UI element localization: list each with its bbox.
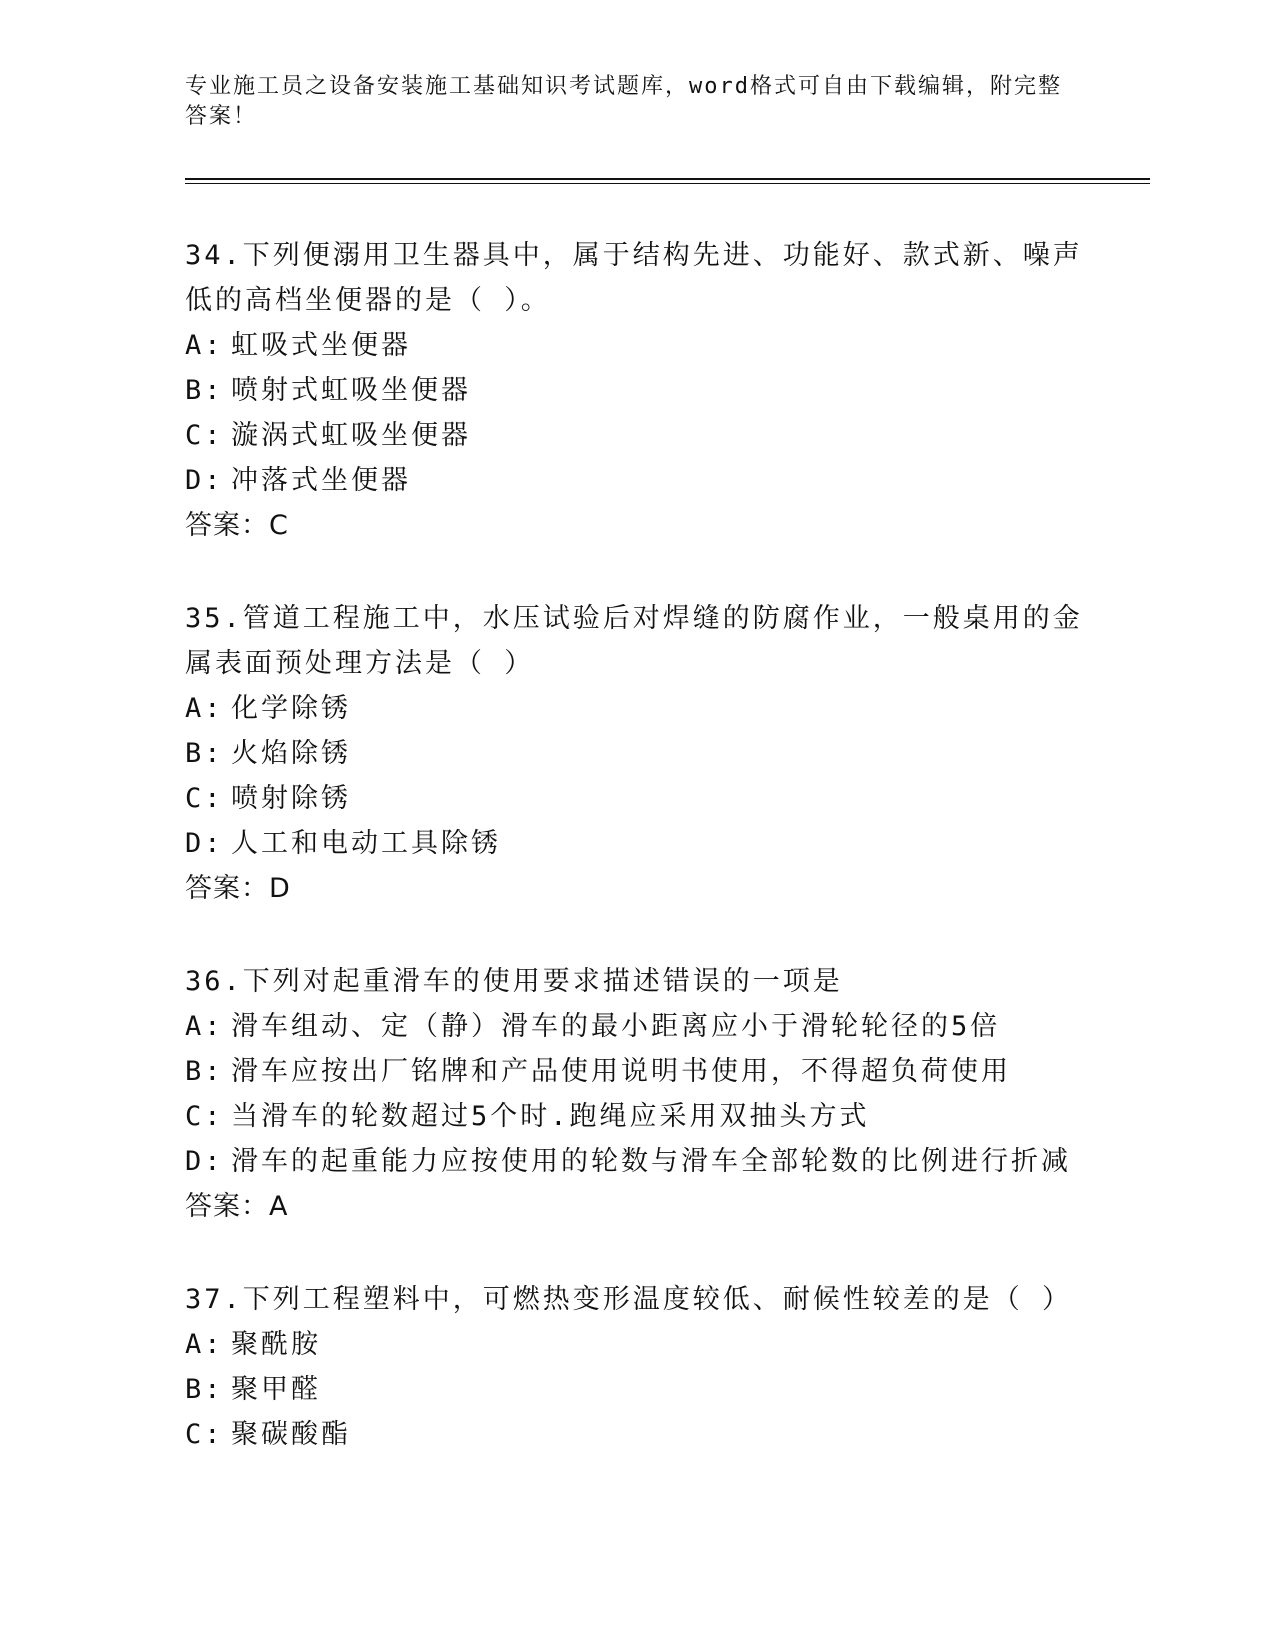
answer-value: D — [269, 873, 291, 904]
option-letter: C: — [185, 420, 224, 451]
document-intro: 专业施工员之设备安装施工基础知识考试题库，word格式可自由下载编辑，附完整答案！ — [185, 74, 1062, 129]
option-b — [185, 1049, 1085, 1094]
option-c — [185, 413, 1085, 458]
option-text: 喷射式虹吸坐便器 — [231, 375, 471, 406]
question-37 — [185, 1277, 1085, 1457]
option-text: 聚碳酸酯 — [231, 1419, 351, 1450]
option-text: 人工和电动工具除锈 — [231, 828, 501, 859]
answer-label: 答案： — [185, 1191, 269, 1222]
option-text: 聚甲醛 — [231, 1374, 321, 1405]
header-divider-thick — [185, 178, 1150, 180]
option-letter: B: — [185, 375, 224, 406]
option-letter: B: — [185, 1056, 224, 1087]
option-text: 虹吸式坐便器 — [231, 330, 411, 361]
answer-line — [185, 866, 1085, 911]
option-text: 聚酰胺 — [231, 1329, 321, 1360]
question-stem: 37.下列工程塑料中，可燃热变形温度较低、耐候性较差的是（ ） — [185, 1284, 1073, 1315]
option-letter: A: — [185, 330, 224, 361]
option-letter: A: — [185, 1329, 224, 1360]
question-36 — [185, 959, 1085, 1229]
option-text: 滑车应按出厂铭牌和产品使用说明书使用，不得超负荷使用 — [231, 1056, 1011, 1087]
option-letter: C: — [185, 1101, 224, 1132]
option-c — [185, 776, 1085, 821]
option-text: 滑车的起重能力应按使用的轮数与滑车全部轮数的比例进行折减 — [231, 1146, 1071, 1177]
answer-value: C — [269, 510, 289, 541]
option-a — [185, 1004, 1085, 1049]
header-divider-thin — [185, 183, 1150, 184]
answer-label: 答案： — [185, 873, 269, 904]
option-text: 滑车组动、定（静）滑车的最小距离应小于滑轮轮径的5倍 — [231, 1011, 1001, 1042]
option-letter: A: — [185, 693, 224, 724]
option-letter: C: — [185, 1419, 224, 1450]
answer-label: 答案： — [185, 510, 269, 541]
option-text: 火焰除锈 — [231, 738, 351, 769]
option-b — [185, 731, 1085, 776]
option-text: 当滑车的轮数超过5个时.跑绳应采用双抽头方式 — [231, 1101, 870, 1132]
option-a — [185, 686, 1085, 731]
question-stem: 36.下列对起重滑车的使用要求描述错误的一项是 — [185, 966, 843, 997]
option-b — [185, 368, 1085, 413]
option-b — [185, 1367, 1085, 1412]
option-letter: D: — [185, 465, 224, 496]
option-letter: B: — [185, 738, 224, 769]
option-text: 化学除锈 — [231, 693, 351, 724]
option-text: 漩涡式虹吸坐便器 — [231, 420, 471, 451]
option-letter: B: — [185, 1374, 224, 1405]
answer-value: A — [269, 1191, 289, 1222]
answer-line — [185, 1184, 1085, 1229]
option-d — [185, 458, 1085, 503]
option-letter: D: — [185, 828, 224, 859]
option-text: 冲落式坐便器 — [231, 465, 411, 496]
option-letter: A: — [185, 1011, 224, 1042]
question-34 — [185, 233, 1085, 548]
option-d — [185, 821, 1085, 866]
option-c — [185, 1094, 1085, 1139]
option-d — [185, 1139, 1085, 1184]
question-35 — [185, 596, 1085, 911]
option-c — [185, 1412, 1085, 1457]
answer-line — [185, 503, 1085, 548]
option-letter: C: — [185, 783, 224, 814]
option-text: 喷射除锈 — [231, 783, 351, 814]
option-letter: D: — [185, 1146, 224, 1177]
question-stem: 35.管道工程施工中，水压试验后对焊缝的防腐作业，一般桌用的金属表面预处理方法是（ ） — [185, 603, 1083, 679]
option-a — [185, 323, 1085, 368]
option-a — [185, 1322, 1085, 1367]
question-stem: 34.下列便溺用卫生器具中，属于结构先进、功能好、款式新、噪声低的高档坐便器的是（ ）。 — [185, 240, 1083, 316]
